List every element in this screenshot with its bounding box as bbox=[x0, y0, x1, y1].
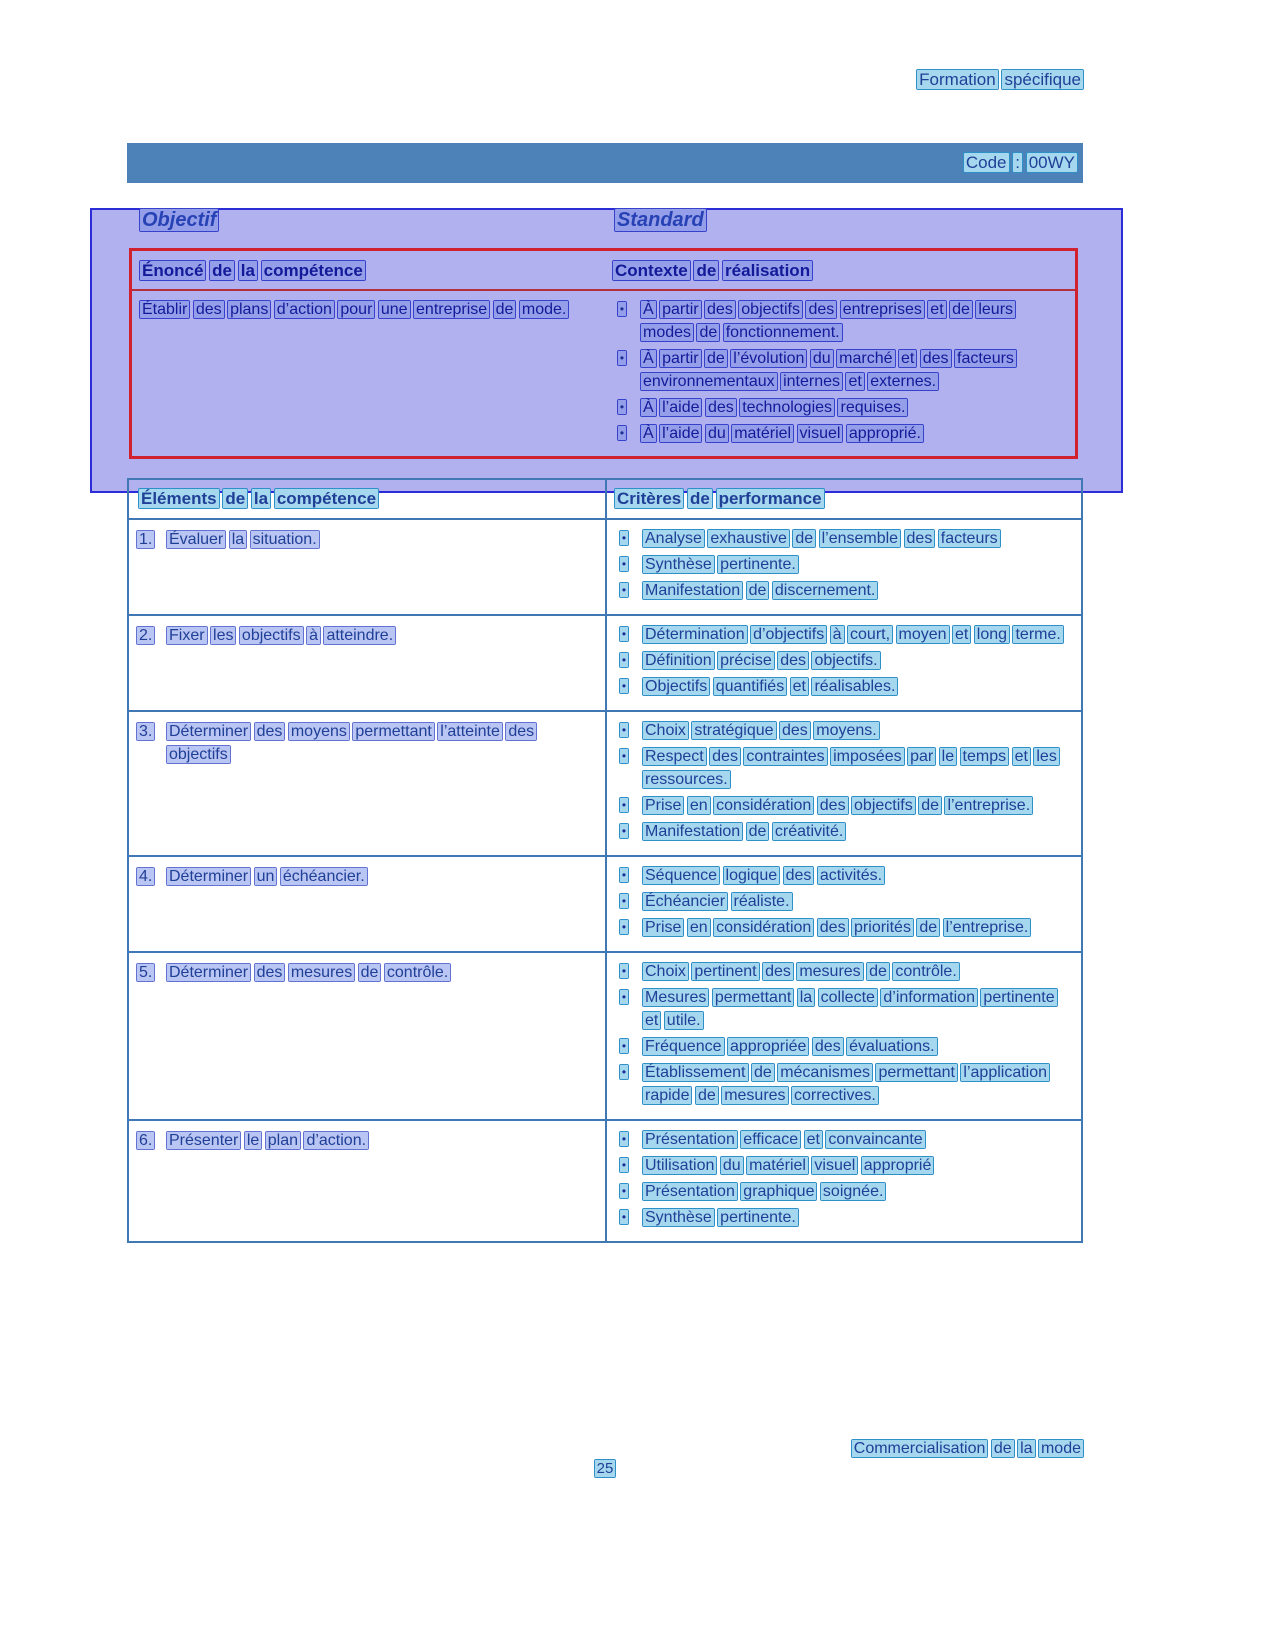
criteria-list bbox=[615, 527, 1073, 602]
element-cell bbox=[129, 520, 607, 614]
element-text: Fixer les objectifs à atteindre. bbox=[169, 627, 394, 644]
context-list bbox=[613, 298, 1069, 445]
criteria-item bbox=[615, 649, 1073, 672]
bullet-icon: • bbox=[621, 1158, 627, 1172]
code-label: Code : 00WY bbox=[965, 153, 1075, 172]
criteria-item-text: Manifestation de discernement. bbox=[645, 582, 876, 599]
element-number: 1. bbox=[139, 531, 153, 548]
element-line bbox=[137, 1129, 595, 1152]
contexte-header: Contexte de réalisation bbox=[615, 261, 811, 280]
criteria-item-text: Respect des contraintes imposées par le temps et les ressources. bbox=[645, 748, 1057, 788]
bullet-icon: • bbox=[621, 824, 627, 838]
element-number: 4. bbox=[139, 868, 153, 885]
objectif-standard-row bbox=[140, 209, 1080, 237]
elements-table bbox=[127, 478, 1083, 1243]
criteria-cell bbox=[607, 616, 1081, 710]
criteria-item bbox=[615, 1128, 1073, 1151]
element-row bbox=[129, 1119, 1081, 1241]
bullet-icon: • bbox=[621, 1132, 627, 1146]
element-line bbox=[137, 528, 595, 551]
element-text: Présenter le plan d’action. bbox=[169, 1132, 367, 1149]
criteria-item-text: Présentation graphique soignée. bbox=[645, 1183, 884, 1200]
criteria-cell bbox=[607, 1121, 1081, 1241]
criteria-item bbox=[615, 719, 1073, 742]
element-text: Déterminer des moyens permettant l’atteinte des objectifs bbox=[169, 723, 535, 763]
context-item bbox=[613, 298, 1069, 344]
bullet-icon: • bbox=[621, 1039, 627, 1053]
bullet-icon: • bbox=[621, 1184, 627, 1198]
page-number-label: 25 bbox=[596, 1460, 614, 1477]
context-item-text: À l’aide des technologies requises. bbox=[643, 399, 906, 416]
context-item bbox=[613, 347, 1069, 393]
criteria-item bbox=[615, 527, 1073, 550]
element-cell bbox=[129, 1121, 607, 1241]
criteres-header-cell bbox=[607, 489, 1081, 509]
criteria-item-text: Analyse exhaustive de l’ensemble des facteurs bbox=[645, 530, 998, 547]
element-cell bbox=[129, 953, 607, 1119]
enonce-header: Énoncé de la compétence bbox=[142, 261, 363, 280]
criteria-item-text: Utilisation du matériel visuel approprié bbox=[645, 1157, 932, 1174]
element-text: Déterminer un échéancier. bbox=[169, 868, 365, 885]
criteria-list bbox=[615, 960, 1073, 1107]
criteria-item-text: Séquence logique des activités. bbox=[645, 867, 883, 884]
competence-table-body bbox=[132, 291, 1075, 456]
bullet-icon: • bbox=[619, 351, 625, 365]
bullet-icon: • bbox=[621, 1210, 627, 1224]
element-cell bbox=[129, 712, 607, 855]
bullet-icon: • bbox=[619, 426, 625, 440]
criteria-item bbox=[615, 675, 1073, 698]
bullet-icon: • bbox=[621, 723, 627, 737]
criteria-item-text: Établissement de mécanismes permettant l’application rapide de mesures correctives. bbox=[645, 1064, 1048, 1104]
competence-table-header-row bbox=[132, 251, 1075, 291]
criteria-list bbox=[615, 1128, 1073, 1229]
program-name-label: Commercialisation de la mode bbox=[853, 1440, 1081, 1457]
criteria-item-text: Choix pertinent des mesures de contrôle. bbox=[645, 963, 957, 980]
criteria-item bbox=[615, 553, 1073, 576]
criteria-item bbox=[615, 960, 1073, 983]
criteria-item-text: Manifestation de créativité. bbox=[645, 823, 844, 840]
criteria-cell bbox=[607, 520, 1081, 614]
formation-specifique-label: Formation spécifique bbox=[919, 70, 1081, 89]
bullet-icon: • bbox=[621, 964, 627, 978]
criteria-item bbox=[615, 864, 1073, 887]
enonce-header-cell bbox=[132, 259, 605, 282]
bullet-icon: • bbox=[619, 302, 625, 316]
criteria-item-text: Présentation efficace et convaincante bbox=[645, 1131, 923, 1148]
criteria-item bbox=[615, 1154, 1073, 1177]
element-line bbox=[137, 865, 595, 888]
bullet-icon: • bbox=[621, 798, 627, 812]
bullet-icon: • bbox=[621, 679, 627, 693]
bullet-icon: • bbox=[621, 749, 627, 763]
criteria-item bbox=[615, 794, 1073, 817]
criteria-item-text: Synthèse pertinente. bbox=[645, 556, 796, 573]
bullet-icon: • bbox=[621, 583, 627, 597]
criteria-item-text: Définition précise des objectifs. bbox=[645, 652, 878, 669]
criteria-list bbox=[615, 719, 1073, 843]
context-list-cell bbox=[605, 298, 1075, 448]
element-text: Déterminer des mesures de contrôle. bbox=[169, 964, 449, 981]
bullet-icon: • bbox=[621, 557, 627, 571]
criteria-item bbox=[615, 579, 1073, 602]
element-row bbox=[129, 614, 1081, 710]
criteria-item-text: Objectifs quantifiés et réalisables. bbox=[645, 678, 896, 695]
criteria-cell bbox=[607, 712, 1081, 855]
criteres-header: Critères de performance bbox=[617, 489, 822, 508]
criteria-item bbox=[615, 1035, 1073, 1058]
bullet-icon: • bbox=[621, 653, 627, 667]
bullet-icon: • bbox=[621, 868, 627, 882]
element-row bbox=[129, 710, 1081, 855]
criteria-item-text: Prise en considération des priorités de l’entreprise. bbox=[645, 919, 1029, 936]
bullet-icon: • bbox=[621, 531, 627, 545]
criteria-item-text: Détermination d’objectifs à court, moyen et long terme. bbox=[645, 626, 1061, 643]
element-text: Évaluer la situation. bbox=[169, 531, 317, 548]
bullet-icon: • bbox=[621, 920, 627, 934]
criteria-item-text: Mesures permettant la collecte d’information pertinente et utile. bbox=[645, 989, 1055, 1029]
criteria-list bbox=[615, 623, 1073, 698]
element-number: 5. bbox=[139, 964, 153, 981]
document-footer bbox=[127, 1438, 1083, 1460]
element-row bbox=[129, 855, 1081, 951]
title-bar bbox=[127, 143, 1083, 183]
context-item bbox=[613, 396, 1069, 419]
context-item-text: À l’aide du matériel visuel approprié. bbox=[643, 425, 921, 442]
criteria-item-text: Synthèse pertinente. bbox=[645, 1209, 796, 1226]
bullet-icon: • bbox=[621, 627, 627, 641]
competence-table bbox=[129, 248, 1078, 459]
criteria-item bbox=[615, 986, 1073, 1032]
criteria-item bbox=[615, 916, 1073, 939]
bullet-icon: • bbox=[619, 400, 625, 414]
context-item-text: À partir de l’évolution du marché et des facteurs environnementaux internes et externes. bbox=[643, 350, 1014, 390]
element-line bbox=[137, 624, 595, 647]
context-item-text: À partir des objectifs des entreprises et de leurs modes de fonctionnement. bbox=[643, 301, 1014, 341]
competence-statement-cell bbox=[132, 298, 605, 448]
criteria-item-text: Prise en considération des objectifs de l’entreprise. bbox=[645, 797, 1031, 814]
criteria-item bbox=[615, 745, 1073, 791]
criteria-item bbox=[615, 890, 1073, 913]
element-number: 6. bbox=[139, 1132, 153, 1149]
element-number: 3. bbox=[139, 723, 153, 740]
objectif-title: Objectif bbox=[142, 209, 217, 231]
criteria-item-text: Échéancier réaliste. bbox=[645, 893, 790, 910]
criteria-cell bbox=[607, 857, 1081, 951]
criteria-item-text: Choix stratégique des moyens. bbox=[645, 722, 877, 739]
criteria-item bbox=[615, 820, 1073, 843]
element-line bbox=[137, 961, 595, 984]
standard-title: Standard bbox=[617, 209, 704, 231]
criteria-item bbox=[615, 1061, 1073, 1107]
element-cell bbox=[129, 616, 607, 710]
section-header bbox=[127, 68, 1083, 91]
element-number: 2. bbox=[139, 627, 153, 644]
criteria-item bbox=[615, 623, 1073, 646]
page-number bbox=[127, 1459, 1083, 1479]
criteria-item bbox=[615, 1206, 1073, 1229]
criteria-item bbox=[615, 1180, 1073, 1203]
element-row bbox=[129, 951, 1081, 1119]
element-row bbox=[129, 518, 1081, 614]
competence-statement: Établir des plans d’action pour une entreprise de mode. bbox=[142, 301, 567, 318]
elements-header-cell bbox=[129, 480, 607, 518]
elements-header: Éléments de la compétence bbox=[141, 489, 377, 508]
context-item bbox=[613, 422, 1069, 445]
contexte-header-cell bbox=[605, 259, 1075, 282]
criteria-list bbox=[615, 864, 1073, 939]
element-line bbox=[137, 720, 595, 766]
criteria-cell bbox=[607, 953, 1081, 1119]
elements-table-header-row bbox=[129, 480, 1081, 518]
bullet-icon: • bbox=[621, 990, 627, 1004]
criteria-item-text: Fréquence appropriée des évaluations. bbox=[645, 1038, 935, 1055]
element-cell bbox=[129, 857, 607, 951]
bullet-icon: • bbox=[621, 894, 627, 908]
bullet-icon: • bbox=[621, 1065, 627, 1079]
